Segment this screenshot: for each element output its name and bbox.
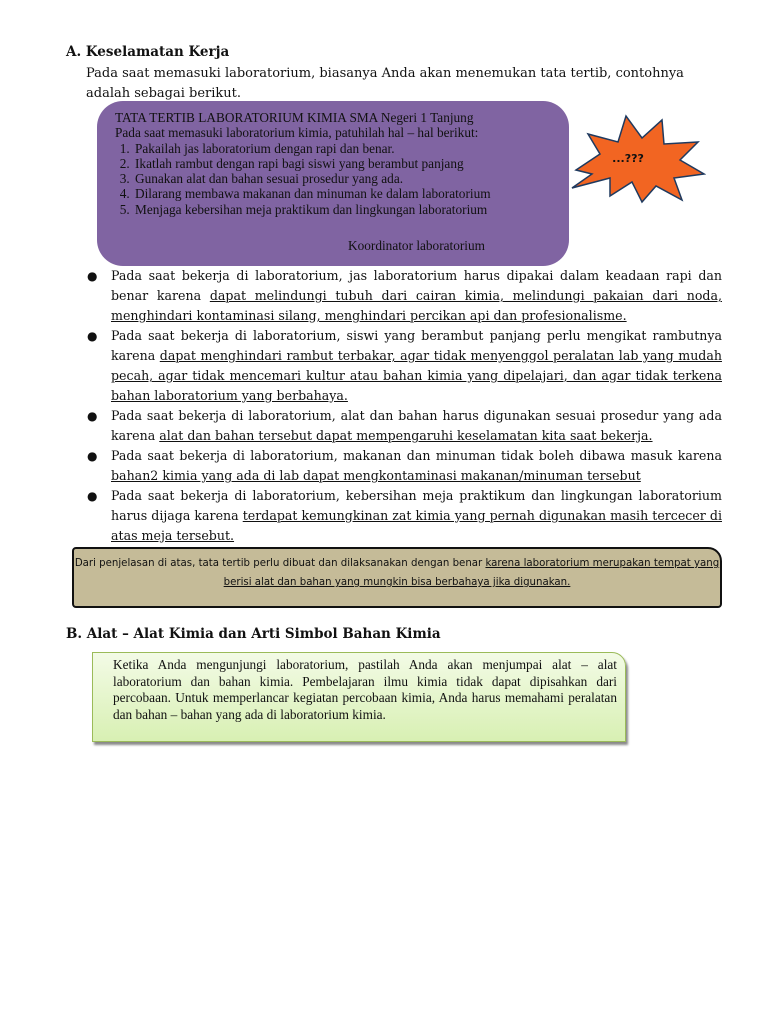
section-a-title: A. Keselamatan Kerja (66, 44, 230, 60)
bullet-item (86, 486, 722, 546)
bullet-list (86, 266, 722, 546)
bullet-text: Pada saat bekerja di laboratorium, siswi yang berambut panjang perlu mengikat rambutnya karena (111, 328, 722, 363)
section-b-paragraph: Ketika Anda mengunjungi laboratorium, pastilah Anda akan menjumpai alat – alat laboratorium dan bahan kimia. Pembelajaran ilmu kimia tidak dapat dipisahkan dari percobaan. Untuk memperlancar kegiatan percobaan kimia, Anda harus memahami peralatan dan bahan – bahan yang ada di laboratorium kimia. (113, 657, 617, 722)
rules-title: TATA TERTIB LABORATORIUM KIMIA SMA Negeri 1 Tanjung (115, 110, 474, 125)
bullet-item (86, 406, 722, 446)
section-a-intro-line-1: Pada saat memasuki laboratorium, biasanya Anda akan menemukan tata tertib, contohnya (86, 66, 684, 81)
bullet-reason: bahan2 kimia yang ada di lab dapat mengkontaminasi makanan/minuman tersebut (111, 468, 641, 483)
rules-subtitle: Pada saat memasuki laboratorium kimia, patuhilah hal – hal berikut: (115, 125, 479, 141)
bullet-reason: terdapat kemungkinan zat kimia yang pernah digunakan masih tercecer di atas meja tersebut. (111, 508, 722, 543)
bullet-dot: ● (87, 329, 98, 343)
section-b-paragraph-box (92, 652, 626, 742)
bullet-text: Pada saat bekerja di laboratorium, kebersihan meja praktikum dan lingkungan laboratorium harus dijaga karena (111, 488, 722, 523)
rules-list (115, 141, 551, 217)
conclusion-text: Dari penjelasan di atas, tata tertib perlu dibuat dan dilaksanakan dengan benar (74, 558, 486, 569)
bullet-reason: dapat menghindari rambut terbakar, agar tidak menyenggol peralatan lab yang mudah pecah, agar tidak mencemari kultur atau bahan kimia yang dipelajari, dan agar tidak terkena bahan laboratorium yang berbahaya. (111, 348, 722, 403)
bullet-dot: ● (87, 269, 98, 283)
bullet-dot: ● (87, 409, 98, 423)
conclusion-reason: karena laboratorium merupakan tempat yang berisi alat dan bahan yang mungkin bisa berbahaya jika digunakan. (223, 558, 720, 588)
bullet-item (86, 446, 722, 486)
rule-item: 5. Menjaga kebersihan meja praktikum dan lingkungan laboratorium (133, 202, 551, 217)
bullet-dot: ● (87, 489, 98, 503)
rule-item: 1. Pakailah jas laboratorium dengan rapi dan benar. (133, 141, 551, 156)
section-a-intro (86, 64, 726, 104)
rule-item: 4. Dilarang membawa makanan dan minuman ke dalam laboratorium (133, 186, 551, 201)
bullet-item (86, 326, 722, 406)
section-b-title: B. Alat – Alat Kimia dan Arti Simbol Bahan Kimia (66, 626, 441, 642)
section-a-intro-line-2: adalah sebagai berikut. (86, 86, 242, 101)
rule-item: 3. Gunakan alat dan bahan sesuai prosedur yang ada. (133, 171, 551, 186)
bullet-text: Pada saat bekerja di laboratorium, makanan dan minuman tidak boleh dibawa masuk karena (111, 448, 722, 463)
bullet-dot: ● (87, 449, 98, 463)
bullet-item (86, 266, 722, 326)
rules-box (97, 101, 569, 266)
starburst-callout (566, 112, 706, 204)
bullet-text: Pada saat bekerja di laboratorium, jas laboratorium harus dipakai dalam keadaan rapi dan benar karena (111, 268, 722, 303)
bullet-reason: alat dan bahan tersebut dapat mempengaruhi keselamatan kita saat bekerja. (159, 428, 653, 443)
bullet-text: Pada saat bekerja di laboratorium, alat dan bahan harus digunakan sesuai prosedur yang ada karena (111, 408, 722, 443)
rule-item: 2. Ikatlah rambut dengan rapi bagi siswi yang berambut panjang (133, 156, 551, 171)
callout-text: ...??? (612, 152, 644, 165)
rules-signature: Koordinator laboratorium (348, 238, 485, 253)
conclusion-box (72, 547, 722, 608)
bullet-reason: dapat melindungi tubuh dari cairan kimia, melindungi pakaian dari noda, menghindari kontaminasi silang, menghindari percikan api dan profesionalisme. (111, 288, 722, 323)
